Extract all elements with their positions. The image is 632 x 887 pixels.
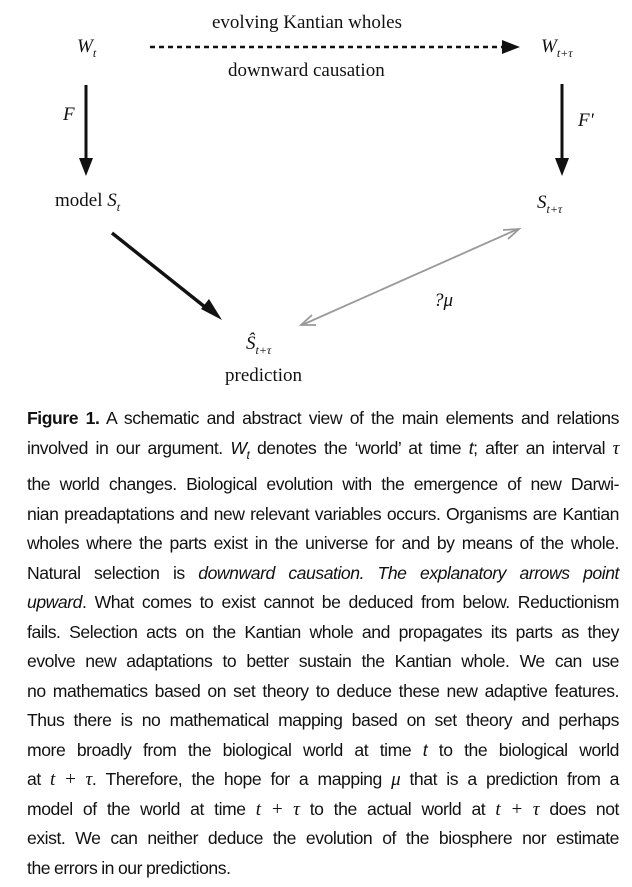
label-downward-causation: downward causation xyxy=(228,60,385,81)
label-prediction: prediction xyxy=(225,365,303,386)
arrowhead-f-right xyxy=(555,158,569,176)
caption-line-4: nian preadaptations and new relevant variables occurs. Organisms are Kantian xyxy=(27,503,619,524)
caption-text: at xyxy=(27,769,51,789)
caption-math-t-plus-tau: t + τ xyxy=(495,798,540,820)
arrowhead-model-to-prediction xyxy=(201,299,222,320)
caption-line-3: the world changes. Biological evolution with the emergence of new Darwi- xyxy=(27,474,619,494)
caption-line-7 xyxy=(27,588,619,618)
caption-line-16: the errors in our predictions. xyxy=(27,857,231,878)
caption-var-tau: τ xyxy=(612,437,619,459)
arrow-model-to-prediction xyxy=(112,233,210,311)
dashed-arrowhead xyxy=(502,40,520,54)
node-s-t-tau xyxy=(537,192,562,217)
caption-text: to the actual world at xyxy=(299,798,496,819)
arrow-mu-mapping xyxy=(302,229,518,325)
label-evolving-kantian-wholes: evolving Kantian wholes xyxy=(212,12,402,33)
node-w-t-sub: t xyxy=(92,46,97,60)
label-mu-mapping: ?μ xyxy=(434,290,454,311)
node-s-t-tau-base: S xyxy=(537,192,547,213)
caption-var-t: t xyxy=(468,437,474,458)
caption-text: . Therefore, the hope for a mapping xyxy=(91,769,392,789)
model-s-base: S xyxy=(107,190,117,211)
caption-line-2 xyxy=(27,434,619,471)
caption-var-t-sub: t xyxy=(246,447,250,462)
caption-italic-text: upward xyxy=(27,592,83,612)
caption-text: model of the world at time xyxy=(27,798,256,819)
node-w-t xyxy=(77,36,96,61)
caption-line-13 xyxy=(27,765,619,795)
node-w-t-base: W xyxy=(77,36,93,57)
node-w-t-tau-sub: t+τ xyxy=(556,46,573,60)
caption-line-6 xyxy=(27,559,619,589)
caption-text: to the biological world xyxy=(427,739,619,760)
caption-text: . What comes to exist cannot be deduced from below. Reductionism xyxy=(82,592,619,612)
node-model-s-t xyxy=(55,190,120,215)
caption-text: A schematic and abstract view of the main elements and relations xyxy=(99,408,619,428)
caption-text: Natural selection is xyxy=(27,562,199,583)
caption-math-t-plus-tau: t + τ xyxy=(50,769,92,790)
caption-math-t-plus-tau: t + τ xyxy=(255,798,300,820)
caption-line-15: exist. We can neither deduce the evolution of the biosphere nor estimate xyxy=(27,828,619,848)
caption-text: denotes the ‘world’ at time xyxy=(249,437,469,458)
node-s-hat-base: Ŝ xyxy=(246,333,256,354)
node-s-hat-t-tau xyxy=(246,333,271,358)
label-f-right: F' xyxy=(578,110,594,131)
caption-line-11: Thus there is no mathematical mapping based on set theory and perhaps xyxy=(27,710,619,730)
schematic-diagram xyxy=(0,0,632,400)
caption-text: ; after an interval xyxy=(473,437,613,458)
figure-label: Figure 1. xyxy=(27,408,100,428)
caption-var-t: t xyxy=(422,739,428,760)
label-f-left: F xyxy=(63,104,75,125)
node-s-hat-sub: t+τ xyxy=(255,343,272,357)
caption-text: involved in our argument. xyxy=(27,437,231,458)
model-s-sub: t xyxy=(116,200,121,214)
node-w-t-tau-base: W xyxy=(541,36,557,57)
model-prefix: model xyxy=(55,190,108,211)
caption-line-5: wholes where the parts exist in the universe for and by means of the whole. xyxy=(27,533,619,553)
caption-text: does not xyxy=(539,798,619,819)
caption-italic-text: downward causation. The explanatory arrows point xyxy=(198,562,619,583)
caption-var-w: W xyxy=(230,437,247,458)
caption-line-14 xyxy=(27,795,619,825)
caption-var-mu: μ xyxy=(391,769,401,790)
caption-text: more broadly from the biological world at time xyxy=(27,739,423,760)
caption-line-10: no mathematics based on set theory to deduce these new adaptive features. xyxy=(27,680,619,701)
node-w-t-tau xyxy=(541,36,573,61)
caption-text: that is a prediction from a xyxy=(400,769,619,789)
figure-caption xyxy=(27,404,619,883)
caption-line-12 xyxy=(27,736,619,766)
caption-line-8: fails. Selection acts on the Kantian whole and propagates its parts as they xyxy=(27,621,619,642)
caption-line-1 xyxy=(27,404,619,434)
caption-line-9: evolve new adaptations to better sustain the Kantian whole. We can use xyxy=(27,651,619,671)
node-s-t-tau-sub: t+τ xyxy=(546,202,563,216)
arrowhead-f-left xyxy=(79,158,93,176)
